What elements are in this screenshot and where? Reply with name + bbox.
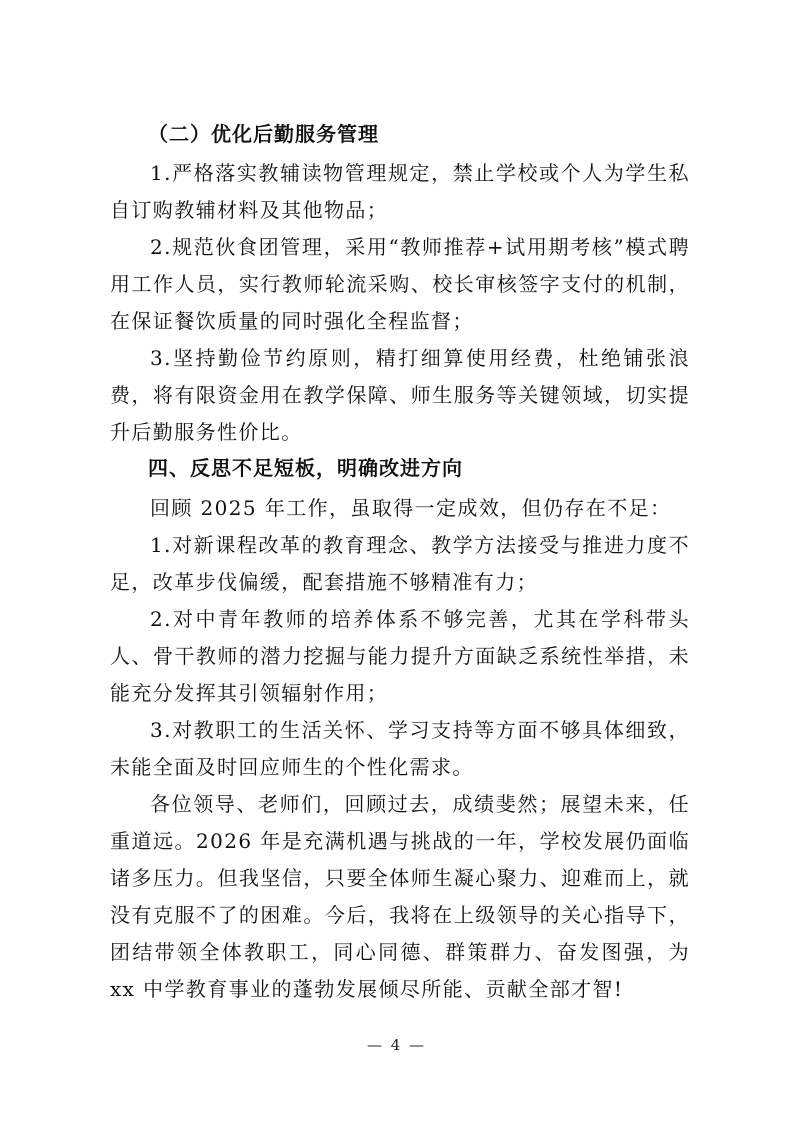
reflection-item-3: 3.对教职工的生活关怀、学习支持等方面不够具体细致，未能全面及时回应师生的个性化需求。	[110, 718, 690, 779]
section-heading-logistics: （二）优化后勤服务管理	[148, 122, 379, 146]
logistics-item-2: 2.规范伙食团管理，采用“教师推荐+试用期考核”模式聘用工作人员，实行教师轮流采购、校长审核签字支付的机制，在保证餐饮质量的同时强化全程监督；	[110, 235, 690, 333]
section-heading-reflection: 四、反思不足短板，明确改进方向	[148, 456, 463, 480]
page-number: — 4 —	[366, 1036, 427, 1054]
closing-paragraph: 各位领导、老师们，回顾过去，成绩斐然；展望未来，任重道远。2026 年是充满机遇与挑战的一年，学校发展仍面临诸多压力。但我坚信，只要全体师生凝心聚力、迎难而上，就没有克服不了的困难。今后，我将在上级领导的关心指导下，团结带领全体教职工，同心同德、群策群力、奋发图强，为 xx 中学教育事业的蓬勃发展倾尽所能、贡献全部才智!	[110, 792, 690, 1001]
logistics-items	[110, 155, 690, 451]
reflection-item-1: 1.对新课程改革的教育理念、教学方法接受与推进力度不足，改革步伐偏缓，配套措施不够精准有力；	[110, 533, 690, 594]
logistics-item-1: 1.严格落实教辅读物管理规定，禁止学校或个人为学生私自订购教辅材料及其他物品；	[110, 161, 690, 222]
logistics-item-3: 3.坚持勤俭节约原则，精打细算使用经费，杜绝铺张浪费，将有限资金用在教学保障、师生服务等关键领域，切实提升后勤服务性价比。	[110, 346, 690, 444]
reflection-intro: 回顾 2025 年工作，虽取得一定成效，但仍存在不足：	[150, 496, 672, 520]
reflection-body	[110, 490, 690, 1008]
reflection-item-2: 2.对中青年教师的培养体系不够完善，尤其在学科带头人、骨干教师的潜力挖掘与能力提升方面缺乏系统性举措，未能充分发挥其引领辐射作用；	[110, 607, 690, 705]
